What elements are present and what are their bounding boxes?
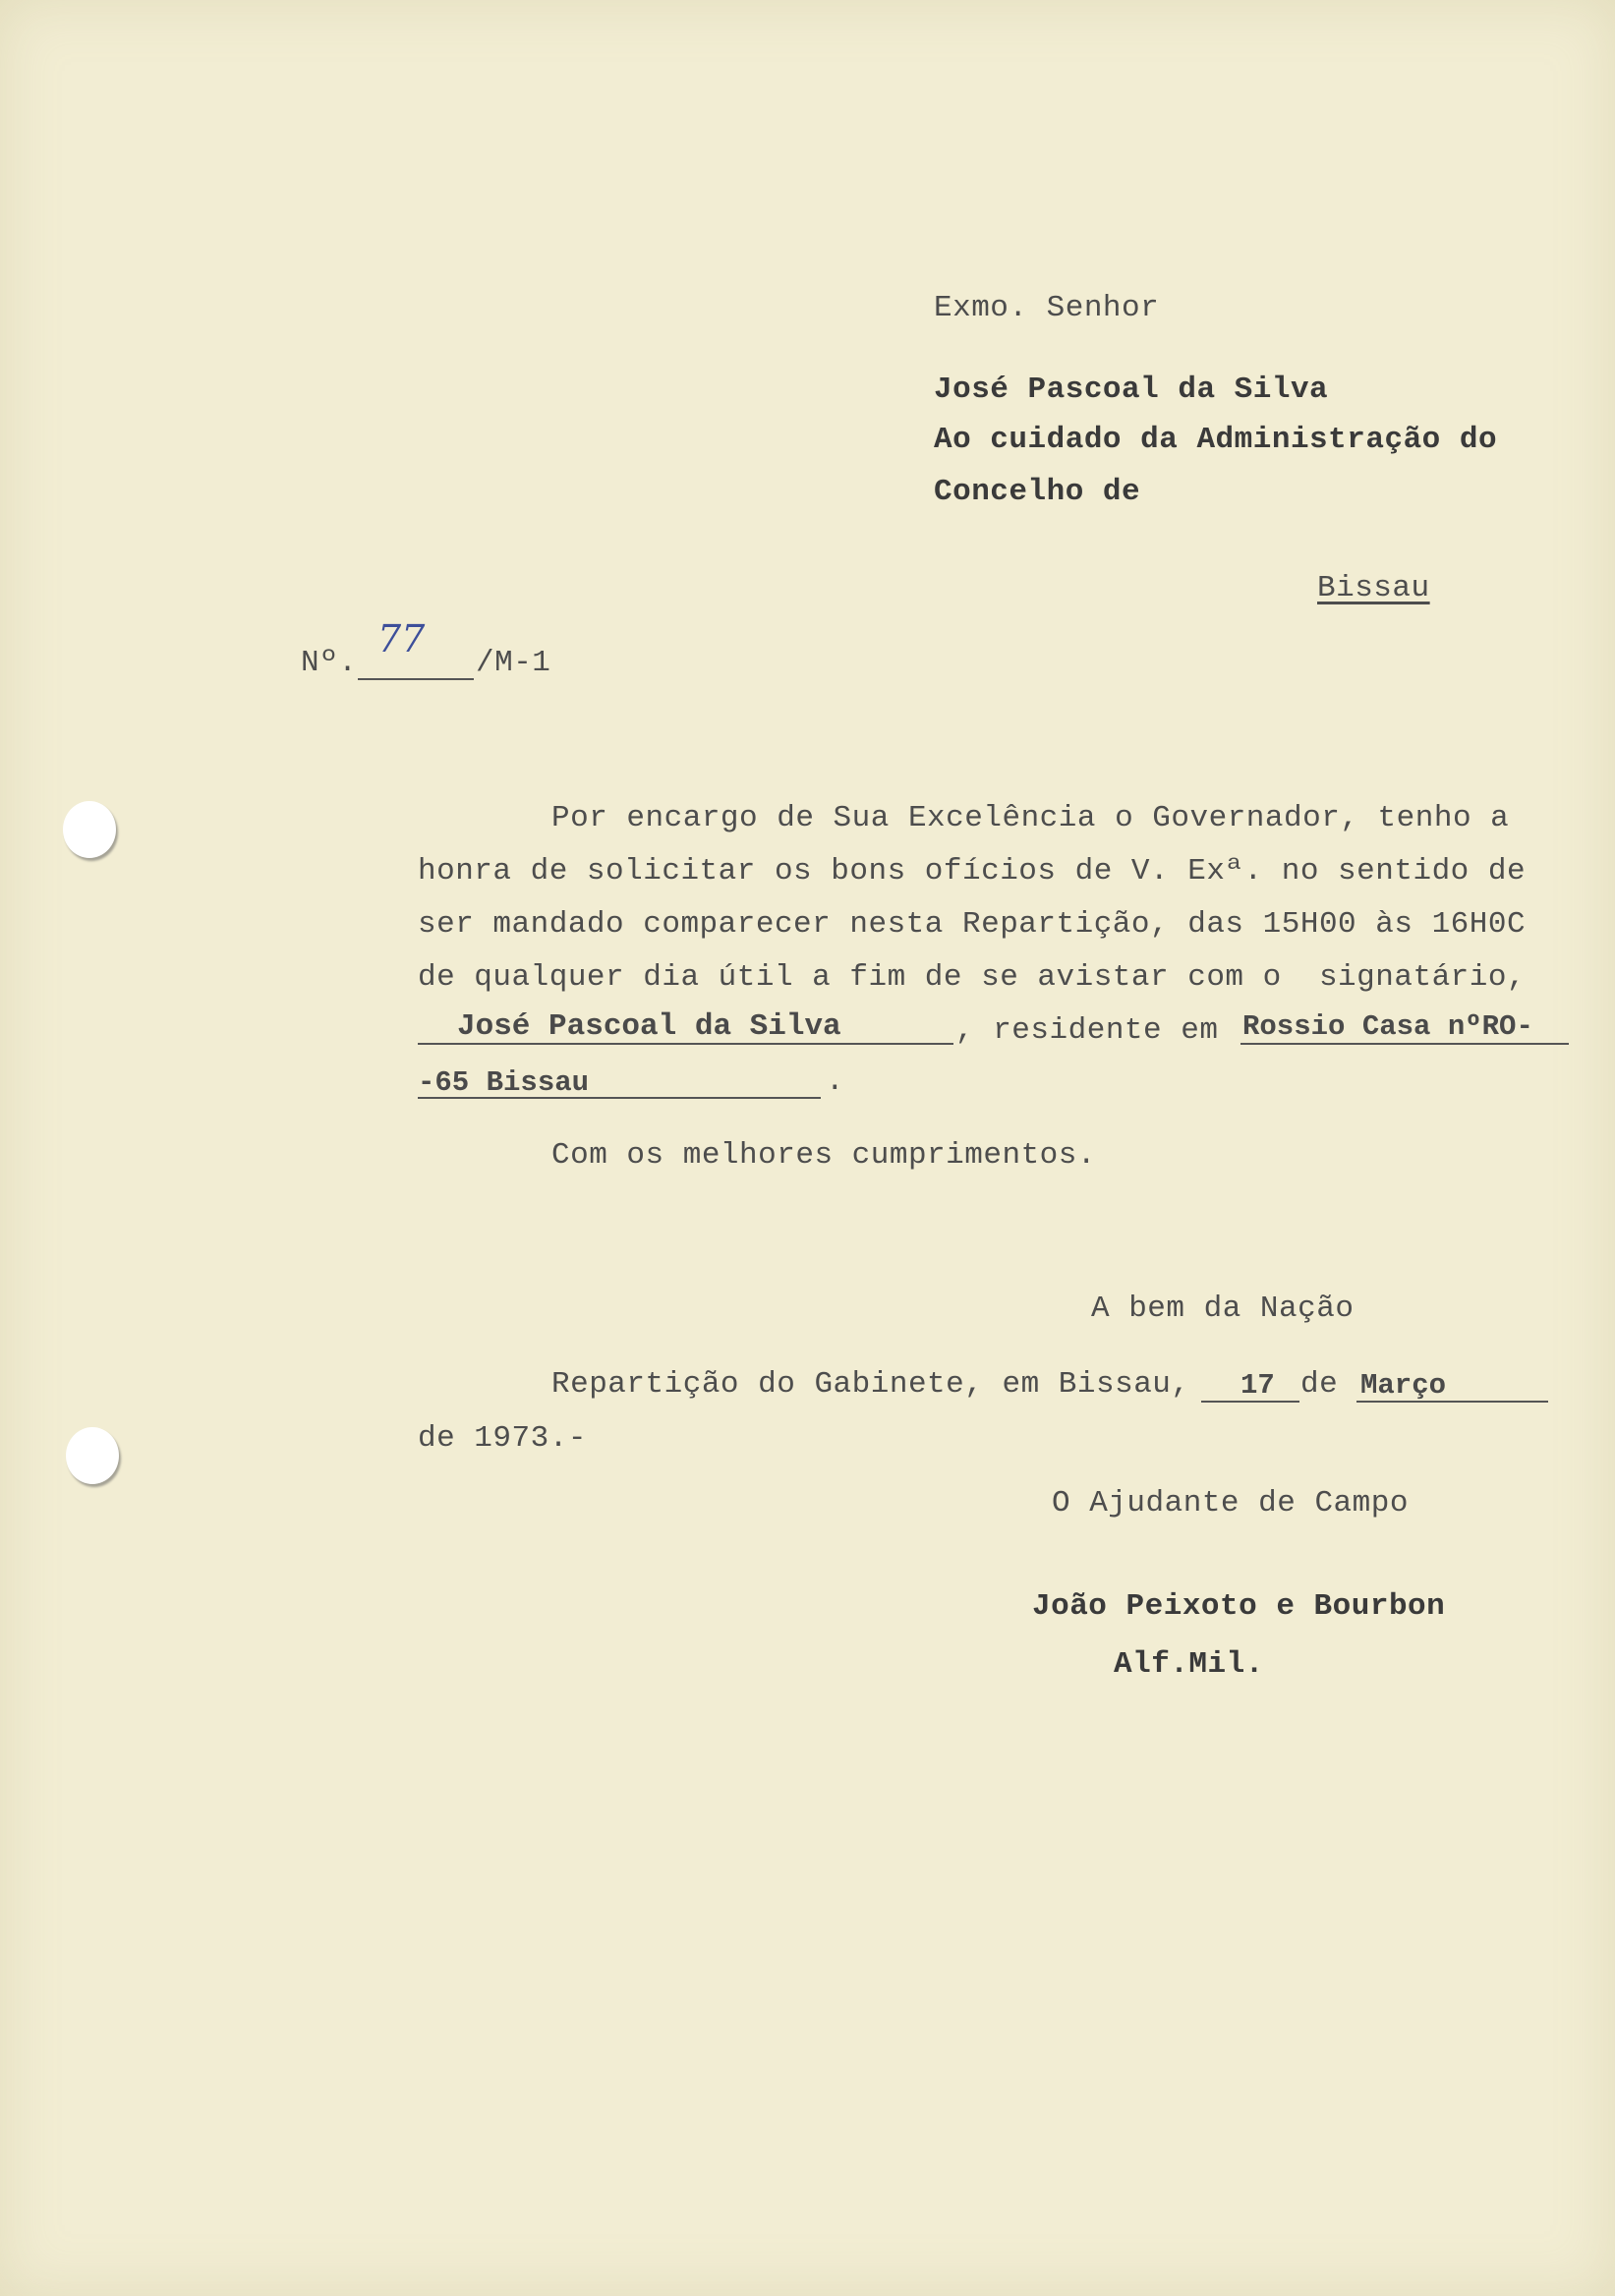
place-line: Repartição do Gabinete, em Bissau, xyxy=(551,1367,1190,1402)
salutation: Exmo. Senhor xyxy=(934,291,1160,325)
address-fill-2: -65 Bissau xyxy=(418,1066,590,1099)
closing: Com os melhores cumprimentos. xyxy=(551,1138,1096,1173)
recipient-concelho: Concelho de xyxy=(934,475,1141,509)
address-fill-1: Rossio Casa nºRO- xyxy=(1242,1010,1533,1043)
motto: A bem da Nação xyxy=(1091,1292,1355,1326)
body-line-1: Por encargo de Sua Excelência o Governador, tenho a xyxy=(551,801,1510,835)
reference-number: 77 xyxy=(377,617,426,660)
body-line-3: ser mandado comparecer nesta Repartição, das 15H00 às 16H0C xyxy=(418,907,1527,942)
recipient-care-of: Ao cuidado da Administração do xyxy=(934,423,1498,457)
reference-prefix: Nº. xyxy=(301,646,358,680)
body-line-2: honra de solicitar os bons ofícios de V. Exª. no sentido de xyxy=(418,854,1527,889)
punch-hole-top xyxy=(63,801,116,858)
date-month: Março xyxy=(1360,1369,1447,1402)
de-label: de xyxy=(1300,1367,1339,1402)
person-fill: José Pascoal da Silva xyxy=(457,1009,841,1044)
reference-suffix: /M-1 xyxy=(476,646,551,680)
reference-number-line xyxy=(358,678,474,680)
address-end-dot: . xyxy=(826,1064,845,1099)
recipient-city: Bissau xyxy=(1317,571,1430,605)
recipient-name: José Pascoal da Silva xyxy=(934,373,1329,407)
punch-hole-bottom xyxy=(66,1427,119,1484)
signer-rank: Alf.Mil. xyxy=(1114,1647,1264,1682)
year-line: de 1973.- xyxy=(418,1421,587,1456)
signer-title: O Ajudante de Campo xyxy=(1052,1486,1409,1521)
residente-label: , residente em xyxy=(955,1013,1219,1048)
date-day: 17 xyxy=(1240,1369,1275,1402)
signer-name: João Peixoto e Bourbon xyxy=(1032,1589,1446,1624)
body-line-4: de qualquer dia útil a fim de se avistar com o signatário, xyxy=(418,960,1527,995)
